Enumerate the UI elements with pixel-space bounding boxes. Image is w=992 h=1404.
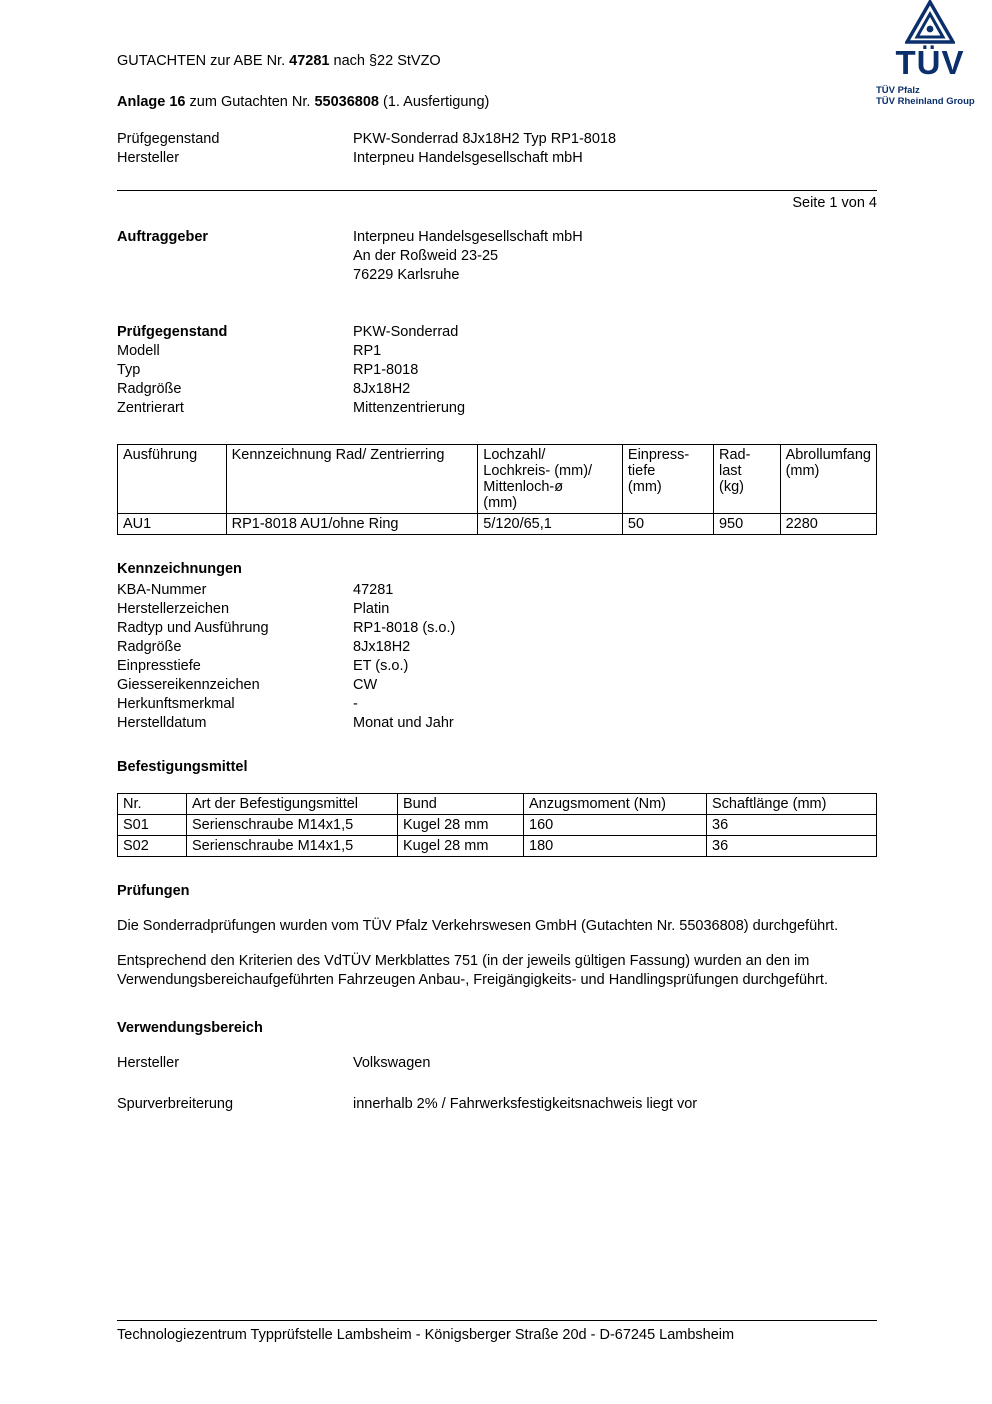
cell-abrollumfang: 2280	[780, 514, 876, 535]
kennzeichnungen-label-2: Radtyp und Ausführung	[117, 620, 269, 636]
pruefgegenstand-label: Prüfgegenstand	[117, 324, 228, 340]
kennzeichnungen-row-4	[117, 657, 877, 676]
table-row	[118, 815, 877, 836]
col-einpresstiefe-l2: (mm)	[627, 479, 662, 495]
col-lochzahl	[478, 445, 623, 514]
auftraggeber-line-1: An der Roßweid 23-25	[353, 248, 499, 264]
befestigungsmittel-heading: Befestigungsmittel	[117, 759, 248, 775]
kennzeichnungen-row-1	[117, 600, 877, 619]
pruefgegenstand-zentrierart-value: Mittenzentrierung	[353, 400, 466, 416]
verwendungsbereich-label-1: Spurverbreiterung	[117, 1096, 234, 1112]
anlage-suffix: (1. Ausfertigung)	[378, 94, 490, 110]
anlage-mid: zum Gutachten Nr.	[185, 94, 315, 110]
col-ausfuehrung	[118, 445, 227, 514]
auftraggeber-label: Auftraggeber	[117, 229, 209, 245]
cell-kennzeichnung: RP1-8018 AU1/ohne Ring	[226, 514, 478, 535]
table-header-row	[118, 445, 877, 514]
col-kennzeichnung	[226, 445, 478, 514]
spacer-3	[117, 535, 877, 561]
spacer-2	[117, 418, 877, 444]
kennzeichnungen-row-3	[117, 638, 877, 657]
kennzeichnungen-value-7: Monat und Jahr	[353, 715, 454, 731]
cell-bund: Kugel 28 mm	[398, 815, 524, 836]
header-pruefgegenstand-row	[117, 130, 877, 149]
auftraggeber-line-0: Interpneu Handelsgesellschaft mbH	[353, 229, 583, 245]
wheel-specification-table	[117, 444, 877, 535]
pruefgegenstand-typ-row	[117, 361, 877, 380]
title-suffix: nach §22 StVZO	[329, 53, 441, 69]
title-number: 47281	[289, 53, 330, 69]
cell-art: Serienschraube M14x1,5	[187, 836, 398, 857]
verwendungsbereich-value-0: Volkswagen	[353, 1055, 431, 1071]
document-title	[117, 52, 877, 71]
tuv-sublabel	[876, 85, 992, 107]
col-bund: Bund	[398, 794, 524, 815]
pruefgegenstand-zentrierart-label: Zentrierart	[117, 400, 184, 416]
tuv-triangle-icon	[905, 0, 955, 44]
tuv-logo	[868, 0, 992, 107]
col-lochzahl-l2: Mittenloch-ø	[483, 479, 564, 495]
header-hersteller-row	[117, 149, 877, 168]
pruefgegenstand-value: PKW-Sonderrad	[353, 324, 459, 340]
verwendungsbereich-row-1	[117, 1095, 877, 1114]
verwendungsbereich-label-0: Hersteller	[117, 1055, 180, 1071]
table-header-row	[118, 794, 877, 815]
kennzeichnungen-value-3: 8Jx18H2	[353, 639, 411, 655]
col-einpresstiefe	[622, 445, 713, 514]
document-content	[117, 52, 877, 168]
title-prefix: GUTACHTEN zur ABE Nr.	[117, 53, 290, 69]
cell-nr: S02	[118, 836, 187, 857]
header-hersteller-label: Hersteller	[117, 150, 180, 166]
pruefgegenstand-radgroesse-value: 8Jx18H2	[353, 381, 411, 397]
col-radlast	[713, 445, 780, 514]
anlage-number: 55036808	[314, 94, 379, 110]
anlage-prefix: Anlage 16	[117, 94, 186, 110]
pruefgegenstand-typ-label: Typ	[117, 362, 141, 378]
col-abrollumfang	[780, 445, 876, 514]
cell-radlast: 950	[713, 514, 780, 535]
pruefgegenstand-typ-value: RP1-8018	[353, 362, 419, 378]
pruefgegenstand-radgroesse-label: Radgröße	[117, 381, 182, 397]
pruefgegenstand-modell-label: Modell	[117, 343, 160, 359]
col-einpresstiefe-l0: Einpress-	[627, 447, 690, 463]
kennzeichnungen-value-4: ET (s.o.)	[353, 658, 409, 674]
pruefungen-paragraph-2: Entsprechend den Kriterien des VdTÜV Merkblattes 751 (in der jeweils gültigen Fassung) wurden an den im Verwendungsbereichaufgeführten Fahrzeugen Anbau-, Freigängigkeits- und Handlingsprüfungen durchgeführt.	[117, 953, 828, 988]
tuv-sublabel-line1: TÜV Pfalz	[876, 85, 920, 96]
kennzeichnungen-value-0: 47281	[353, 582, 394, 598]
col-radlast-l2: (kg)	[718, 479, 744, 495]
col-ausfuehrung-l0: Ausführung	[123, 447, 198, 463]
spacer-8	[117, 1006, 877, 1020]
table-row	[118, 514, 877, 535]
cell-anzugsmoment: 180	[524, 836, 707, 857]
col-anzugsmoment: Anzugsmoment (Nm)	[524, 794, 707, 815]
auftraggeber-block	[117, 228, 877, 285]
col-abrollumfang-l0: Abrollumfang	[785, 447, 871, 463]
col-lochzahl-l1: Lochkreis- (mm)/	[483, 463, 593, 479]
cell-schaftlaenge: 36	[707, 815, 877, 836]
table-row	[118, 836, 877, 857]
pruefgegenstand-row	[117, 323, 877, 342]
kennzeichnungen-label-1: Herstellerzeichen	[117, 601, 230, 617]
footer-text: Technologiezentrum Typprüfstelle Lambsheim - Königsberger Straße 20d - D-67245 Lambsheim	[117, 1327, 735, 1343]
tuv-wordmark: TÜV	[895, 44, 965, 81]
spacer-6	[117, 857, 877, 883]
befestigungsmittel-table	[117, 793, 877, 857]
kennzeichnungen-row-5	[117, 676, 877, 695]
col-kennzeichnung-l0: Kennzeichnung Rad/ Zentrierring	[231, 447, 445, 463]
pruefgegenstand-radgroesse-row	[117, 380, 877, 399]
kennzeichnungen-row-7	[117, 714, 877, 733]
pruefgegenstand-zentrierart-row	[117, 399, 877, 418]
header-pruefgegenstand-label: Prüfgegenstand	[117, 131, 220, 147]
kennzeichnungen-heading: Kennzeichnungen	[117, 561, 242, 577]
kennzeichnungen-row-0	[117, 581, 877, 600]
cell-art: Serienschraube M14x1,5	[187, 815, 398, 836]
cell-ausfuehrung: AU1	[118, 514, 227, 535]
header-hersteller-value: Interpneu Handelsgesellschaft mbH	[353, 150, 583, 166]
kennzeichnungen-label-3: Radgröße	[117, 639, 182, 655]
verwendungsbereich-row-0	[117, 1054, 877, 1073]
header-divider	[117, 190, 877, 191]
kennzeichnungen-label-0: KBA-Nummer	[117, 582, 207, 598]
kennzeichnungen-value-1: Platin	[353, 601, 390, 617]
col-abrollumfang-l1: (mm)	[785, 463, 820, 479]
document-body	[117, 228, 877, 1114]
page-indicator: Seite 1 von 4	[792, 195, 877, 211]
spacer-5	[117, 779, 877, 793]
col-einpresstiefe-l1: tiefe	[627, 463, 656, 479]
col-lochzahl-l3: (mm)	[483, 495, 518, 511]
col-lochzahl-l0: Lochzahl/	[483, 447, 546, 463]
tuv-sublabel-line2: TÜV Rheinland Group	[876, 96, 975, 107]
anlage-line	[117, 93, 877, 112]
auftraggeber-line-2: 76229 Karlsruhe	[353, 267, 460, 283]
pruefungen-heading: Prüfungen	[117, 883, 190, 899]
verwendungsbereich-value-1: innerhalb 2% / Fahrwerksfestigkeitsnachweis liegt vor	[353, 1096, 698, 1112]
spacer-1	[117, 285, 877, 323]
col-art: Art der Befestigungsmittel	[187, 794, 398, 815]
kennzeichnungen-value-6: -	[353, 696, 358, 712]
cell-anzugsmoment: 160	[524, 815, 707, 836]
col-nr: Nr.	[118, 794, 187, 815]
spacer-7	[117, 903, 877, 917]
col-radlast-l1: last	[718, 463, 742, 479]
col-radlast-l0: Rad-	[718, 447, 751, 463]
kennzeichnungen-value-2: RP1-8018 (s.o.)	[353, 620, 456, 636]
auftraggeber-address	[353, 228, 877, 285]
kennzeichnungen-row-6	[117, 695, 877, 714]
cell-bund: Kugel 28 mm	[398, 836, 524, 857]
footer-divider	[117, 1320, 877, 1321]
pruefgegenstand-modell-row	[117, 342, 877, 361]
spacer-9	[117, 1040, 877, 1054]
kennzeichnungen-label-6: Herkunftsmerkmal	[117, 696, 235, 712]
kennzeichnungen-value-5: CW	[353, 677, 378, 693]
col-schaftlaenge: Schaftlänge (mm)	[707, 794, 877, 815]
cell-lochzahl: 5/120/65,1	[478, 514, 623, 535]
pruefungen-paragraph-1: Die Sonderradprüfungen wurden vom TÜV Pfalz Verkehrswesen GmbH (Gutachten Nr. 55036808) durchgeführt.	[117, 918, 839, 934]
cell-nr: S01	[118, 815, 187, 836]
cell-schaftlaenge: 36	[707, 836, 877, 857]
header-pruefgegenstand-value: PKW-Sonderrad 8Jx18H2 Typ RP1-8018	[353, 131, 617, 147]
kennzeichnungen-row-2	[117, 619, 877, 638]
kennzeichnungen-label-5: Giessereikennzeichen	[117, 677, 260, 693]
kennzeichnungen-label-4: Einpresstiefe	[117, 658, 201, 674]
pruefgegenstand-modell-value: RP1	[353, 343, 382, 359]
spacer-4	[117, 733, 877, 759]
kennzeichnungen-label-7: Herstelldatum	[117, 715, 207, 731]
verwendungsbereich-heading: Verwendungsbereich	[117, 1020, 263, 1036]
cell-einpresstiefe: 50	[622, 514, 713, 535]
